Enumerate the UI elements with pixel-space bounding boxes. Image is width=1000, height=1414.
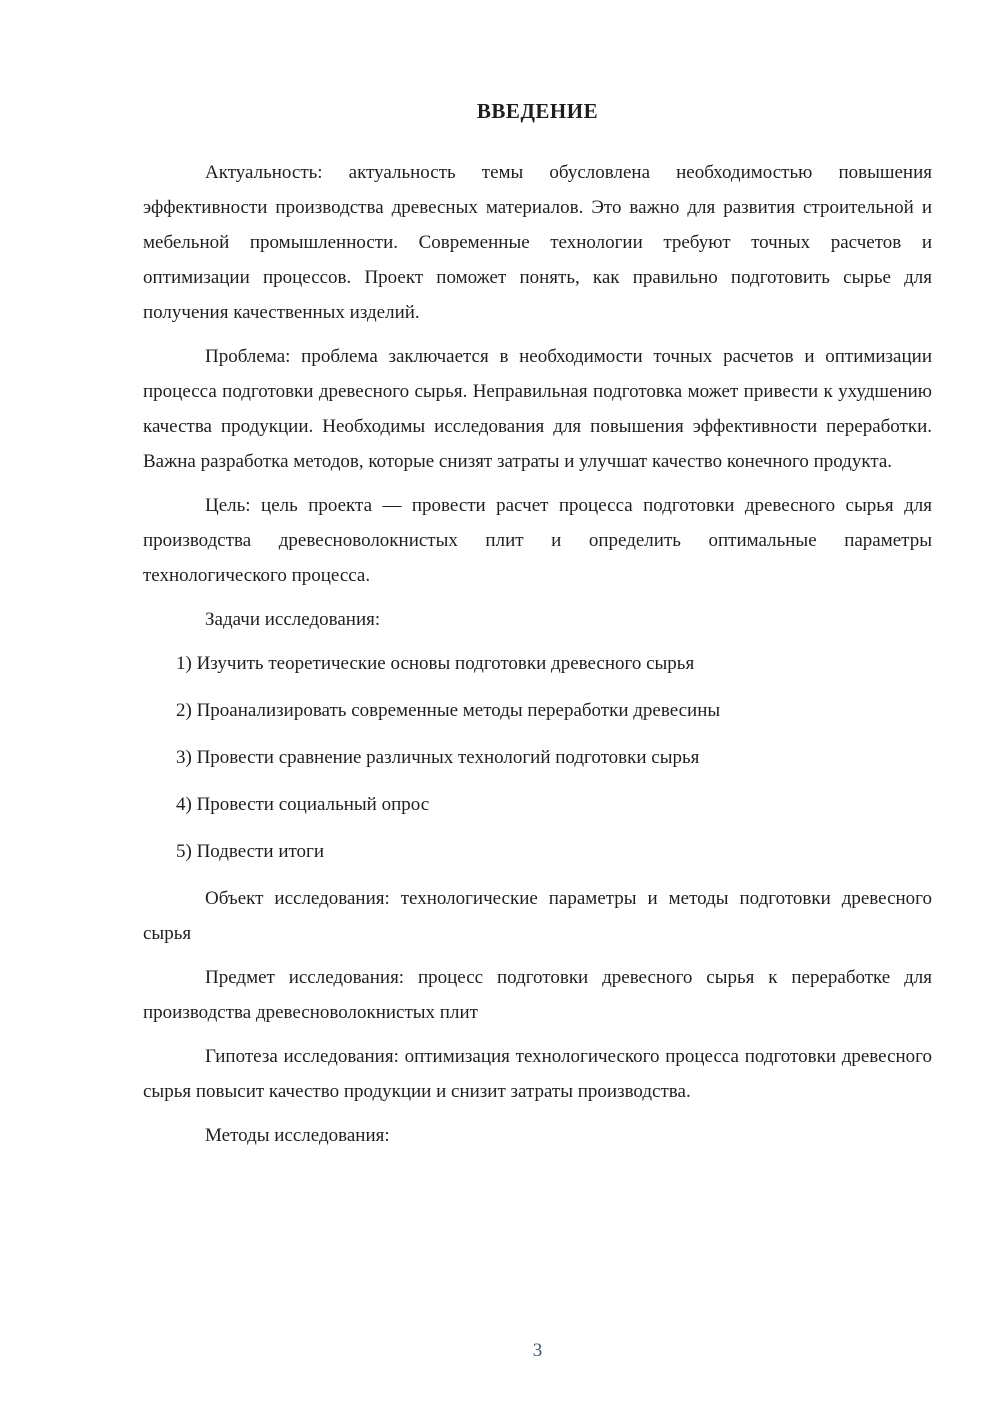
- paragraph-tsel: Цель: цель проекта — провести расчет процесса подготовки древесного сырья для производства древесноволокнистых плит и определить оптимальные параметры технологического процесса.: [143, 495, 932, 586]
- paragraph-problema: Проблема: проблема заключается в необходимости точных расчетов и оптимизации процесса подготовки древесного сырья. Неправильная подготовка может привести к ухудшению качества продукции. Необходимы исследования для повышения эффективности переработки. Важна разработка методов, которые снизят затраты и улучшат качество конечного продукта.: [143, 346, 932, 472]
- task-item-1: 1) Изучить теоретические основы подготовки древесного сырья: [176, 653, 695, 674]
- paragraph-obekt: Объект исследования: технологические параметры и методы подготовки древесного сырья: [143, 888, 932, 944]
- paragraph-gipoteza: Гипотеза исследования: оптимизация технологического процесса подготовки древесного сырья повысит качество продукции и снизит затраты производства.: [143, 1046, 932, 1102]
- page-title: ВВЕДЕНИЕ: [476, 99, 599, 123]
- methods-heading: Методы исследования:: [205, 1125, 390, 1146]
- tasks-list: [143, 646, 932, 869]
- task-item-2: 2) Проанализировать современные методы переработки древесины: [176, 700, 721, 721]
- task-item-4: 4) Провести социальный опрос: [176, 794, 430, 815]
- task-item-5: 5) Подвести итоги: [176, 841, 325, 862]
- page-number: 3: [532, 1340, 543, 1361]
- paragraph-aktualnost: Актуальность: актуальность темы обусловлена необходимостью повышения эффективности производства древесных материалов. Это важно для развития строительной и мебельной промышленности. Современные технологии требуют точных расчетов и оптимизации процессов. Проект поможет понять, как правильно подготовить сырье для получения качественных изделий.: [143, 162, 932, 323]
- task-item-3: 3) Провести сравнение различных технологий подготовки сырья: [176, 747, 700, 768]
- paragraph-predmet: Предмет исследования: процесс подготовки древесного сырья к переработке для производства древесноволокнистых плит: [143, 967, 932, 1023]
- tasks-heading: Задачи исследования:: [205, 609, 381, 630]
